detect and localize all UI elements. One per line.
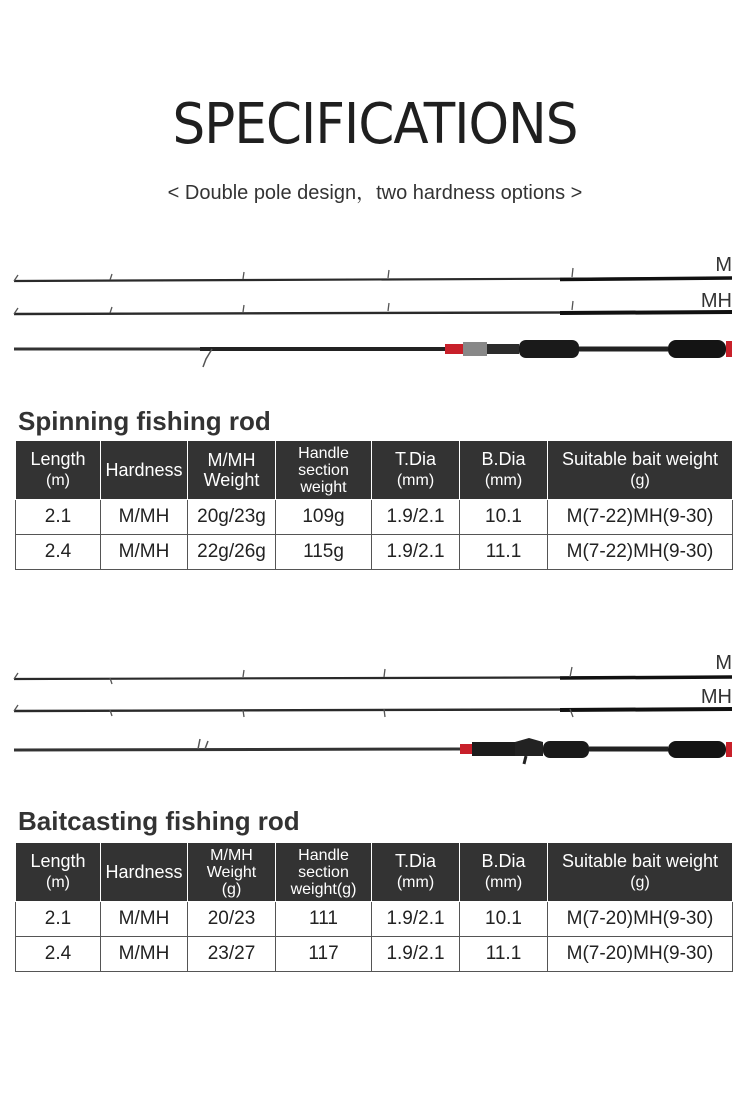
table-header-row	[16, 843, 733, 902]
column-header: M/MH Weight (g)	[188, 843, 276, 902]
column-header: Suitable bait weight (g)	[548, 843, 733, 902]
table-cell: 2.4	[16, 535, 101, 570]
column-header: Handle section weight	[276, 441, 372, 500]
spinning-rods-image	[0, 248, 750, 378]
table-cell: M(7-22)MH(9-30)	[548, 535, 733, 570]
table-cell: M/MH	[101, 937, 188, 972]
table-cell: 10.1	[460, 902, 548, 937]
table-cell: M(7-20)MH(9-30)	[548, 902, 733, 937]
baitcasting-spec-table	[15, 842, 733, 972]
table-cell: 115g	[276, 535, 372, 570]
column-header: Length (m)	[16, 843, 101, 902]
page-title: SPECIFICATIONS	[172, 92, 578, 157]
table-cell: 23/27	[188, 937, 276, 972]
table-cell: 109g	[276, 500, 372, 535]
table-cell: 20/23	[188, 902, 276, 937]
rod-label-m: M	[715, 652, 732, 674]
table-cell: 22g/26g	[188, 535, 276, 570]
table-cell: M/MH	[101, 535, 188, 570]
column-header: Handle section weight(g)	[276, 843, 372, 902]
table-row	[16, 937, 733, 972]
column-header: T.Dia (mm)	[372, 843, 460, 902]
column-header: B.Dia (mm)	[460, 843, 548, 902]
column-header: T.Dia (mm)	[372, 441, 460, 500]
spinning-heading: Spinning fishing rod	[18, 406, 271, 436]
column-header: Hardness	[101, 843, 188, 902]
column-header: B.Dia (mm)	[460, 441, 548, 500]
spinning-spec-table	[15, 440, 733, 570]
table-cell: 20g/23g	[188, 500, 276, 535]
column-header: Suitable bait weight (g)	[548, 441, 733, 500]
spinning-rods-illustration	[0, 248, 750, 378]
table-cell: 1.9/2.1	[372, 535, 460, 570]
table-cell: M(7-22)MH(9-30)	[548, 500, 733, 535]
column-header: Length (m)	[16, 441, 101, 500]
table-cell: M/MH	[101, 500, 188, 535]
table-cell: 10.1	[460, 500, 548, 535]
page-subtitle: < Double pole design，two hardness options >	[167, 182, 583, 204]
rod-label-mh: MH	[700, 290, 732, 312]
table-cell: 11.1	[460, 937, 548, 972]
table-cell: 2.1	[16, 500, 101, 535]
table-cell: 1.9/2.1	[372, 937, 460, 972]
table-row	[16, 535, 733, 570]
table-cell: M(7-20)MH(9-30)	[548, 937, 733, 972]
baitcasting-rods-illustration	[0, 646, 750, 776]
column-header: Hardness	[101, 441, 188, 500]
table-header-row	[16, 441, 733, 500]
table-cell: 11.1	[460, 535, 548, 570]
baitcasting-rods-image	[0, 646, 750, 776]
table-cell: 1.9/2.1	[372, 500, 460, 535]
table-cell: 2.4	[16, 937, 101, 972]
column-header: M/MH Weight	[188, 441, 276, 500]
table-cell: 117	[276, 937, 372, 972]
table-row	[16, 500, 733, 535]
table-row	[16, 902, 733, 937]
rod-label-mh: MH	[700, 686, 732, 708]
table-cell: M/MH	[101, 902, 188, 937]
table-cell: 2.1	[16, 902, 101, 937]
table-cell: 1.9/2.1	[372, 902, 460, 937]
rod-label-m: M	[715, 254, 732, 276]
baitcasting-heading: Baitcasting fishing rod	[18, 806, 300, 836]
table-cell: 111	[276, 902, 372, 937]
